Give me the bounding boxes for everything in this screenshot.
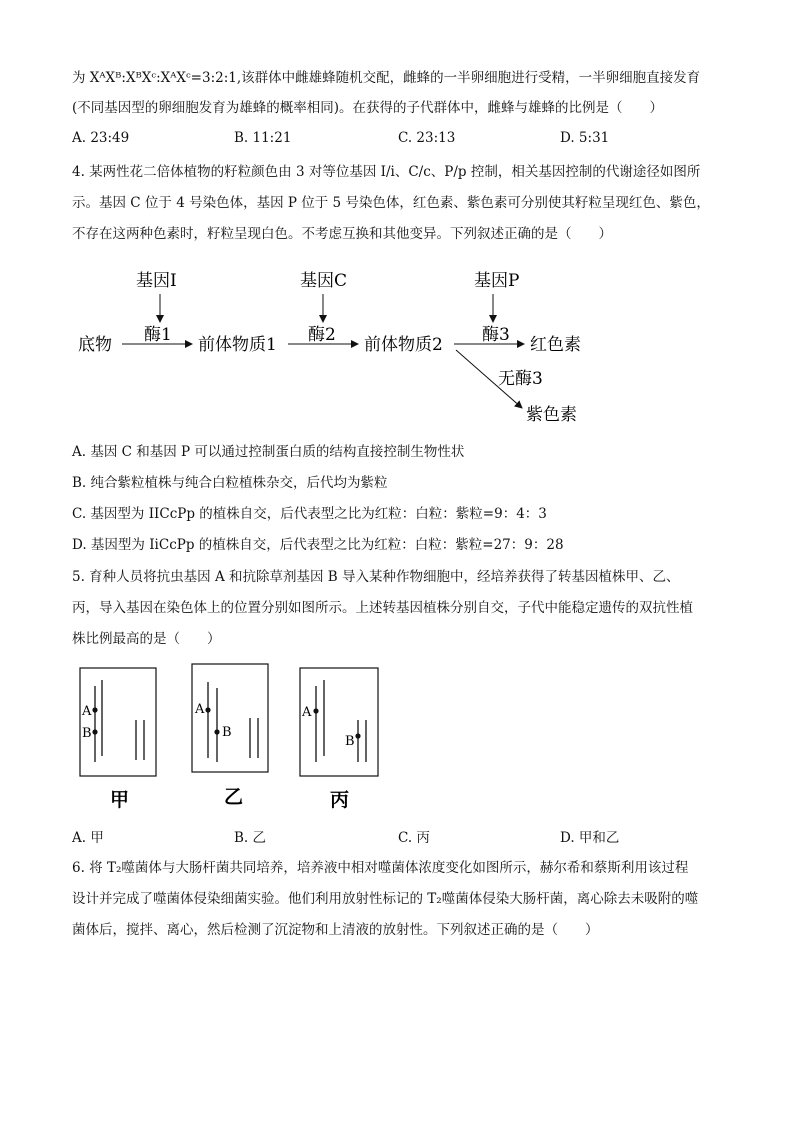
cell-jia-gene-b-dot	[92, 729, 97, 734]
q4-line-1: 4. 某两性花二倍体植物的籽粒颜色由 3 对等位基因 I/i、C/c、P/p 控制，相关基因控制的代谢途径如图所	[72, 164, 701, 180]
cell-yi-gene-b-label: B	[222, 725, 232, 740]
q5-line-1: 5. 育种人员将抗虫基因 A 和抗除草剂基因 B 导入某种作物细胞中，经培养获得了转基因植株甲、乙、	[72, 569, 680, 585]
q3-option-c: C. 23:13	[398, 130, 456, 146]
q4-line-2: 示。基因 C 位于 4 号染色体，基因 P 位于 5 号染色体，红色素、紫色素可分别使其籽粒呈现红色、紫色，	[72, 195, 710, 211]
cell-jia-gene-b-label: B	[82, 726, 92, 741]
cell-jia-gene-a-dot	[92, 707, 97, 712]
cell-jia-label: 甲	[110, 789, 130, 811]
cell-yi-box	[192, 664, 268, 772]
q3-option-a: A. 23:49	[72, 130, 130, 146]
enzyme-1-label: 酶1	[144, 325, 172, 345]
q3-line-2: (不同基因型的卵细胞发育为雄蜂的概率相同)。在获得的子代群体中，雌蜂与雄蜂的比例是（ ）	[72, 100, 664, 116]
q5-options	[72, 826, 732, 846]
cell-bing-label: 丙	[330, 789, 350, 811]
cell-yi-gene-a-dot	[205, 707, 210, 712]
q3-option-d: D. 5:31	[560, 130, 610, 146]
no-enzyme-3-label: 无酶3	[498, 369, 543, 389]
q6-line-3: 菌体后，搅拌、离心，然后检测了沉淀物和上清液的放射性。下列叙述正确的是（ ）	[72, 922, 599, 938]
enzyme-3-label: 酶3	[482, 325, 510, 345]
q3-line-1: 为 XᴬXᴮ:XᴮXᶜ:XᴬXᶜ=3:2:1,该群体中雌雄蜂随机交配，雌蜂的一半卵细胞进行受精，一半卵细胞直接发育	[72, 70, 701, 86]
q6-line-2: 设计并完成了噬菌体侵染细菌实验。他们利用放射性标记的 T₂噬菌体侵染大肠杆菌，离心除去未吸附的噬	[72, 891, 699, 907]
q4-option-a: A. 基因 C 和基因 P 可以通过控制蛋白质的结构直接控制生物性状	[72, 444, 465, 460]
q3-options	[72, 130, 732, 150]
cell-bing-gene-a-dot	[313, 708, 318, 713]
chromosome-figure	[70, 658, 400, 813]
cell-bing-gene-a-label: A	[302, 705, 312, 720]
q4-option-b: B. 纯合紫粒植株与纯合白粒植株杂交，后代均为紫粒	[72, 475, 388, 491]
q5-option-b: B. 乙	[234, 830, 267, 846]
q5-option-d: D. 甲和乙	[560, 830, 620, 846]
q6-line-1: 6. 将 T₂噬菌体与大肠杆菌共同培养，培养液中相对噬菌体浓度变化如图所示，赫尔希和蔡斯利用该过程	[72, 860, 689, 876]
q5-line-2: 丙，导入基因在染色体上的位置分别如图所示。上述转基因植株分别自交，子代中能稳定遗传的双抗性植	[72, 600, 693, 616]
q4-option-d: D. 基因型为 IiCcPp 的植株自交，后代表型之比为红粒：白粒：紫粒=27：9：28	[72, 537, 564, 553]
gene-c-label: 基因C	[300, 271, 348, 291]
cell-yi-label: 乙	[224, 786, 244, 808]
cell-bing-gene-b-label: B	[345, 734, 355, 749]
q5-line-3: 株比例最高的是（ ）	[72, 631, 221, 647]
precursor-1-label: 前体物质1	[198, 335, 277, 355]
cell-jia-gene-a-label: A	[82, 704, 92, 719]
q5-option-c: C. 丙	[398, 830, 430, 846]
q4-line-3: 不存在这两种色素时，籽粒呈现白色。不考虑互换和其他变异。下列叙述正确的是（ ）	[72, 226, 612, 242]
purple-pigment-label: 紫色素	[526, 405, 577, 425]
cell-yi-gene-b-dot	[214, 729, 219, 734]
cell-yi-gene-a-label: A	[195, 702, 205, 717]
cell-bing-gene-b-dot	[355, 733, 360, 738]
metabolic-pathway-diagram	[70, 260, 630, 430]
enzyme-2-label: 酶2	[308, 325, 336, 345]
precursor-2-label: 前体物质2	[364, 335, 443, 355]
q3-option-b: B. 11:21	[234, 130, 292, 146]
gene-i-label: 基因I	[136, 271, 177, 291]
q5-option-a: A. 甲	[72, 830, 104, 846]
red-pigment-label: 红色素	[530, 335, 581, 355]
substrate-label: 底物	[78, 335, 112, 355]
q4-option-c: C. 基因型为 IICcPp 的植株自交，后代表型之比为红粒：白粒：紫粒=9：4：3	[72, 506, 547, 522]
gene-p-label: 基因P	[474, 271, 520, 291]
